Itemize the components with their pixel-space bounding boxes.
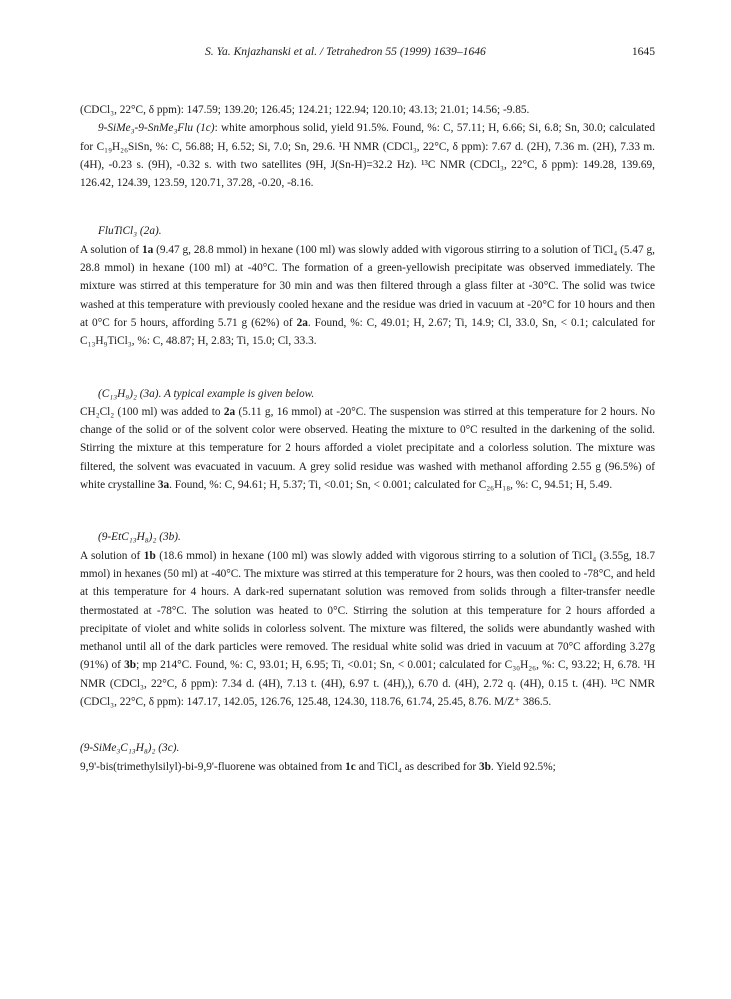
page-header — [205, 45, 655, 63]
compound-3c-heading — [80, 739, 655, 757]
compound-3c-text-3: . Yield 92.5%; — [490, 760, 556, 773]
paragraph-compound-2a — [80, 241, 655, 351]
compound-ref-3b-b: 3b — [478, 760, 491, 773]
page-number: 1645 — [631, 45, 655, 58]
compound-2a-text-2: (9.47 g, 28.8 mmol) in hexane (100 ml) was slowly added with vigorous stirring to a solution of TiCl₄ (5.47 g, 28.8 mmol) in hexane (100 ml) at -40°C. The formation of a green-yellowish precipitate was observed immediately. The mixture was stirred at this temperature for 30 min and was then filtered through a glass filter at -30°C. The solid was twice washed at this temperature with previously cooled hexane and the residue was dried in vacuum at -20°C for 10 hours and then at 0°C for 5 hours, affording 5.71 g (62%) of — [80, 243, 655, 329]
paragraph-1b-nmr-continued: (CDCl₃, 22°C, δ ppm): 147.59; 139.20; 126.45; 124.21; 122.94; 120.10; 43.13; 21.01; 14.56; -9.85. — [80, 104, 530, 116]
compound-3a-heading: (C₁₃H₉)₂ (3a) — [98, 387, 159, 400]
compound-3c-text-1: 9,9'-bis(trimethylsilyl)-bi-9,9'-fluorene was obtained from — [80, 760, 346, 773]
paragraph-compound-3b — [80, 547, 655, 712]
compound-ref-2a: 2a — [296, 316, 308, 329]
compound-ref-3a: 3a — [157, 479, 170, 492]
compound-1c-text: : white amorphous solid, yield 91.5%. Found, %: C, 57.11; H, 6.66; Si, 6.8; Sn, 30.0; calculated for C₁₉H₂₆SiSn, %: C, 56.88; H, 6.52; Si, 7.0; Sn, 29.6. ¹H NMR (CDCl₃, 22°C, δ ppm): 7.67 d. (2H), 7.36 m. (2H), 7.33 m. (4H), -0.23 s. (9H), -0.32 s. with two satellites (9H, J(Sn-H)=32.2 Hz). ¹³C NMR (CDCl₃, 22°C, δ ppm): 149.28, 139.69, 126.42, 124.39, 123.59, 120.71, 37.28, -0.20, -8.16. — [80, 122, 655, 190]
compound-ref-3b: 3b — [124, 659, 137, 672]
compound-2a-heading: FluTiCl₃ (2a). — [98, 225, 162, 238]
paragraph-compound-1c — [80, 119, 655, 192]
paragraph-compound-3c — [80, 758, 655, 776]
compound-2a-text-3: . Found, %: C, 49.01; H, 2.67; Ti, 14.9; Cl, 33.0, Sn, < 0.1; calculated for C₁₃H₉TiCl₃, %: C, 48.87; H, 2.83; Ti, 15.0; Cl, 33.3. — [80, 316, 655, 348]
compound-3c-text-2: and TiCl₄ as described for — [355, 760, 479, 773]
compound-3a-text-3: . Found, %: C, 94.61; H, 5.37; Ti, <0.01; Sn, < 0.001; calculated for C₂₆H₁₈, %: C, 94.51; H, 5.49. — [169, 479, 613, 492]
compound-1c-heading: 9-SiMe₃-9-SnMe₃Flu (1c) — [98, 122, 215, 135]
compound-3c-heading-text: (9-SiMe₃C₁₃H₈)₂ (3c). — [80, 742, 180, 755]
compound-3b-text-2: (18.6 mmol) in hexane (100 ml) was slowly added with vigorous stirring to a solution of TiCl₄ (3.55g, 18.7 mmol) in hexanes (50 ml) at -40°C. The mixture was stirred at this temperature for 2 hours, was then cooled to -78°C, and held at this temperature for 4 hours. A dark-red supernatant solution was removed from solids through a filter-transfer needle thermostated at -78°C. The solution was heated to 0°C. Stirring the solution at this temperature for 2 hours afforded a precipitate of violet and white solids in colorless solvent. The mixture was filtered, the solids were abundantly washed with methanol until all of the dark particles were removed. The residual white solid was dried in vacuum at 70°C affording 3.27g (91%) of — [80, 549, 656, 672]
compound-ref-1a: 1a — [141, 243, 154, 256]
compound-3a-text-1: CH₂Cl₂ (100 ml) was added to — [80, 405, 224, 418]
compound-ref-1b: 1b — [143, 549, 156, 562]
compound-3a-heading-line — [98, 385, 655, 403]
paragraph-compound-3a — [80, 403, 655, 494]
running-head: S. Ya. Knjazhanski et al. / Tetrahedron 55 (1999) 1639–1646 — [205, 45, 486, 58]
compound-2a-text-1: A solution of — [80, 243, 142, 256]
compound-3b-text-3: ; mp 214°C. Found, %: C, 93.01; H, 6.95; Ti, <0.01; Sn, < 0.001; calculated for C₃₀H₂₆, %: C, 93.22; H, 6.78. ¹H NMR (CDCl₃, 22°C, δ ppm): 7.34 d. (4H), 7.13 t. (4H), 6.97 t. (4H),), 6.70 d. (4H), 2.72 q. (4H), 0.15 t. (4H). ¹³C NMR (CDCl₃, 22°C, δ ppm): 147.17, 142.05, 126.76, 125.48, 124.30, 118.76, 61.74, 25.45, 8.76. M/Z⁺ 386.5. — [80, 659, 655, 709]
compound-3b-heading: (9-EtC₁₃H₈)₂ (3b). — [98, 531, 181, 544]
article-body — [80, 101, 655, 776]
compound-3b-text-1: A solution of — [80, 549, 144, 562]
compound-3a-heading-tail: . A typical example is given below. — [158, 387, 315, 400]
compound-ref-2a-b: 2a — [223, 405, 236, 418]
compound-ref-1c: 1c — [345, 760, 356, 773]
compound-3a-text-2: (5.11 g, 16 mmol) at -20°C. The suspension was stirred at this temperature for 2 hours. No change of the solid or of the solvent color were observed. Heating the mixture to 0°C resulted in the darkening of the solid. Stirring the mixture at this temperature for 2 hours afforded a violet precipitate and a colorless solution. The mixture was filtered, the solvent was evacuated in vacuum. A grey solid residue was washed with methanol affording 2.55 g (96.5%) of white crystalline — [80, 405, 655, 492]
